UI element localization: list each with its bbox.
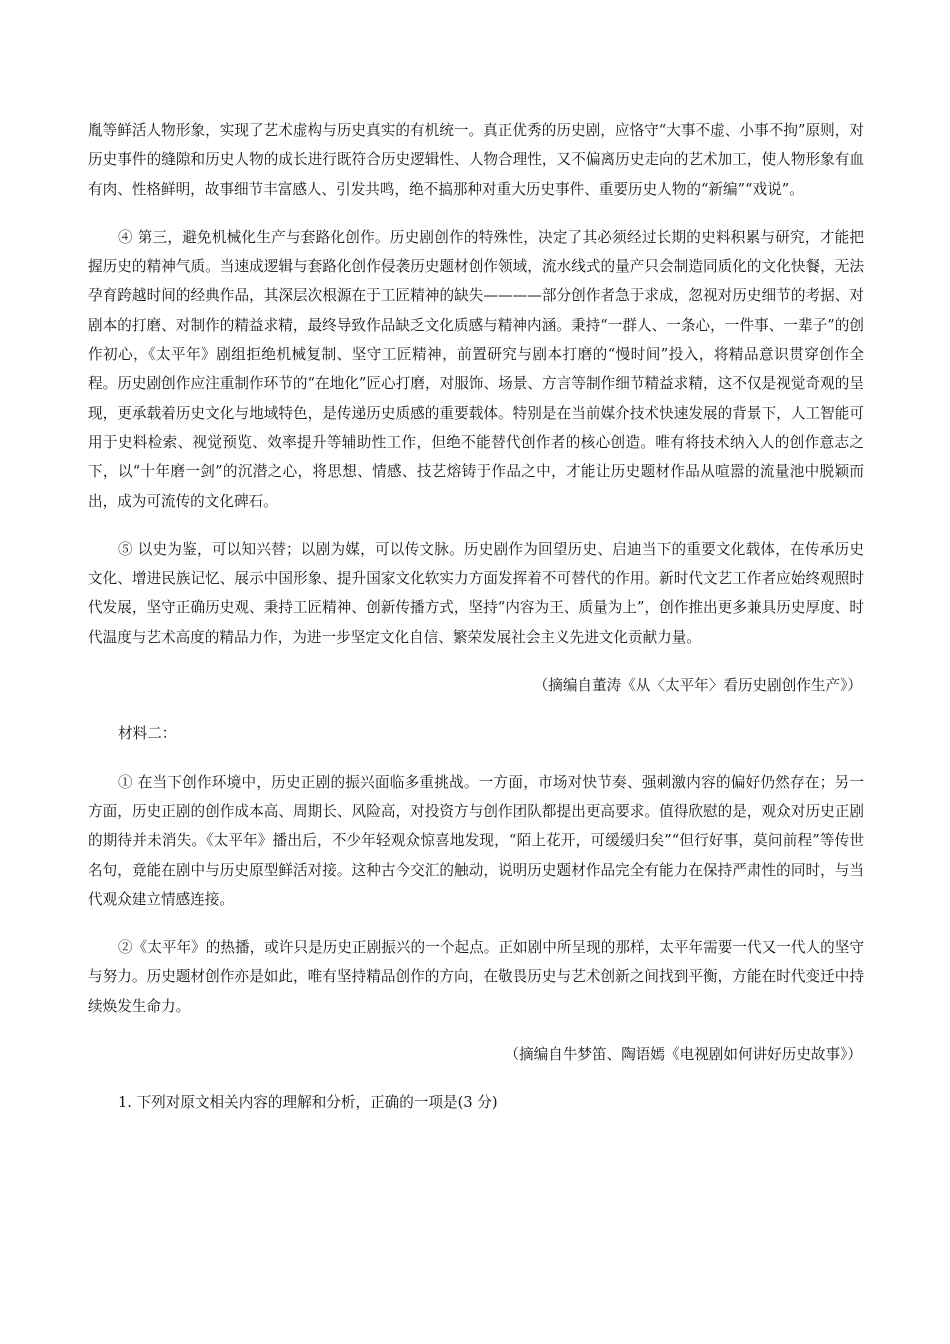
material-2-paragraph-1: ① 在当下创作环境中，历史正剧的振兴面临多重挑战。一方面，市场对快节奏、强刺激内容的偏好仍然存在；另一方面，历史正剧的创作成本高、周期长、风险高，对投资方与创作团队都提出更高要求。值得欣慰的是，观众对历史正剧的期待并未消失。《太平年》播出后，不少年轻观众惊喜地发现，“陌上花开，可缓缓归矣”“但行好事，莫问前程”等传世名句，竟能在剧中与历史原型鲜活对接。这种古今交汇的触动，说明历史题材作品完全有能力在保持严肃性的同时，与当代观众建立情感连接。	[88, 773, 864, 908]
paragraph-5: ⑤ 以史为鉴，可以知兴替；以剧为媒，可以传文脉。历史剧作为回望历史、启迪当下的重要文化载体，在传承历史文化、增进民族记忆、展示中国形象、提升国家文化软实力方面发挥着不可替代的作用。新时代文艺工作者应始终观照时代发展，坚守正确历史观、秉持工匠精神、创新传播方式，坚持“内容为王、质量为上”，创作推出更多兼具历史厚度、时代温度与艺术高度的精品力作，为进一步坚定文化自信、繁荣发展社会主义先进文化贡献力量。	[88, 540, 864, 646]
material-2-paragraph-2: ②《太平年》的热播，或许只是历史正剧振兴的一个起点。正如剧中所呈现的那样，太平年需要一代又一代人的坚守与努力。历史题材创作亦是如此，唯有坚持精品创作的方向，在敬畏历史与艺术创新之间找到平衡，方能在时代变迁中持续焕发生命力。	[88, 939, 864, 1015]
source-citation-2: （摘编自牛梦笛、陶语嫣《电视剧如何讲好历史故事》）	[504, 1046, 862, 1064]
source-citation-1: （摘编自董涛《从〈太平年〉看历史剧创作生产》）	[533, 677, 862, 695]
material-2-label: 材料二：	[118, 725, 177, 743]
paragraph-continued: 胤等鲜活人物形象，实现了艺术虚构与历史真实的有机统一。真正优秀的历史剧，应恪守“大事不虚、小事不拘”原则，对历史事件的缝隙和历史人物的成长进行既符合历史逻辑性、人物合理性，又不偏离历史走向的艺术加工，使人物形象有血有肉、性格鲜明，故事细节丰富感人、引发共鸣，绝不搞那种对重大历史事件、重要历史人物的“新编”“戏说”。	[88, 122, 864, 198]
paragraph-4: ④ 第三，避免机械化生产与套路化创作。历史剧创作的特殊性，决定了其必须经过长期的史料积累与研究，才能把握历史的精神气质。当速成逻辑与套路化创作侵袭历史题材创作领域，流水线式的量产只会制造同质化的文化快餐，无法孕育跨越时间的经典作品，其深层次根源在于工匠精神的缺失————部分创作者急于求成，忽视对历史细节的考据、对剧本的打磨、对制作的精益求精，最终导致作品缺乏文化质感与精神内涵。秉持“一群人、一条心，一件事、一辈子”的创作初心，《太平年》剧组拒绝机械复制、坚守工匠精神，前置研究与剧本打磨的“慢时间”投入，将精品意识贯穿创作全程。历史剧创作应注重制作环节的“在地化”匠心打磨，对服饰、场景、方言等制作细节精益求精，这不仅是视觉奇观的呈现，更承载着历史文化与地域特色，是传递历史质感的重要载体。特别是在当前媒介技术快速发展的背景下，人工智能可用于史料检索、视觉预览、效率提升等辅助性工作，但绝不能替代创作者的核心创造。唯有将技术纳入人的创作意志之下，以“十年磨一剑”的沉潜之心，将思想、情感、技艺熔铸于作品之中，才能让历史题材作品从喧嚣的流量池中脱颖而出，成为可流传的文化碑石。	[88, 228, 864, 510]
document-page	[88, 116, 864, 1118]
question-1: 1. 下列对原文相关内容的理解和分析，正确的一项是(3 分)	[118, 1094, 498, 1112]
